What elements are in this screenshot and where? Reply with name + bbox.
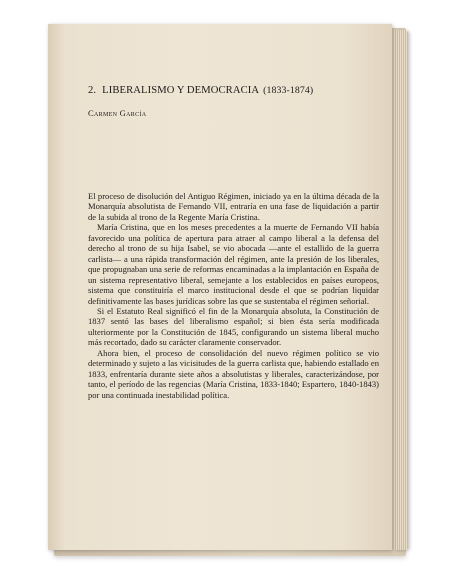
chapter-number: 2. [88, 85, 97, 96]
chapter-author: Carmen García [88, 108, 147, 118]
chapter-dates: (1833-1874) [263, 85, 314, 96]
paragraph: Si el Estatuto Real significó el fin de la Monarquía absoluta, la Constitución de 1837 sentó las bases del liberalismo español; si bien ésta sería modificada ulteriormente por la Constitución de 1845, configurando un sistema liberal mucho más recortado, dado su carácter claramente conservador. [88, 305, 379, 348]
chapter-title: LIBERALISMO Y DEMOCRACIA [102, 85, 260, 96]
paragraph: El proceso de disolución del Antiguo Régimen, iniciado ya en la última década de la Monarquía absolutista de Fernando VII, entraría en una fase de liquidación a partir de la subida al trono de la Regente María Cristina. [88, 191, 379, 222]
book-page [48, 24, 392, 550]
page-edges [394, 30, 408, 550]
book [48, 24, 404, 554]
body-text [88, 191, 379, 400]
chapter-heading [88, 85, 378, 96]
paragraph: María Cristina, que en los meses precedentes a la muerte de Fernando VII había favorecido una política de apertura para atraer al campo liberal a la defensa del derecho al trono de su hija Isabel, se vio abocada —ante el estallido de la guerra carlista— a una rápida transformación del régimen, ante la presión de los liberales, que propugnaban una serie de reformas encaminadas a la implantación en España de un sistema representativo liberal, semejante a los establecidos en países europeos, sistema que constituiría el marco institucional desde el que se podrían liquidar definitivamente las bases jurídicas sobre las que se sustentaba el régimen señorial. [88, 222, 379, 306]
paragraph: Ahora bien, el proceso de consolidación del nuevo régimen político se vio determinado y sujeto a las vicisitudes de la guerra carlista que, habiendo estallado en 1833, enfrentaría durante siete años a absolutistas y liberales, caracterizándose, por tanto, el período de las regencias (María Cristina, 1833-1840; Espartero, 1840-1843) por una continuada inestabilidad política. [88, 347, 379, 400]
